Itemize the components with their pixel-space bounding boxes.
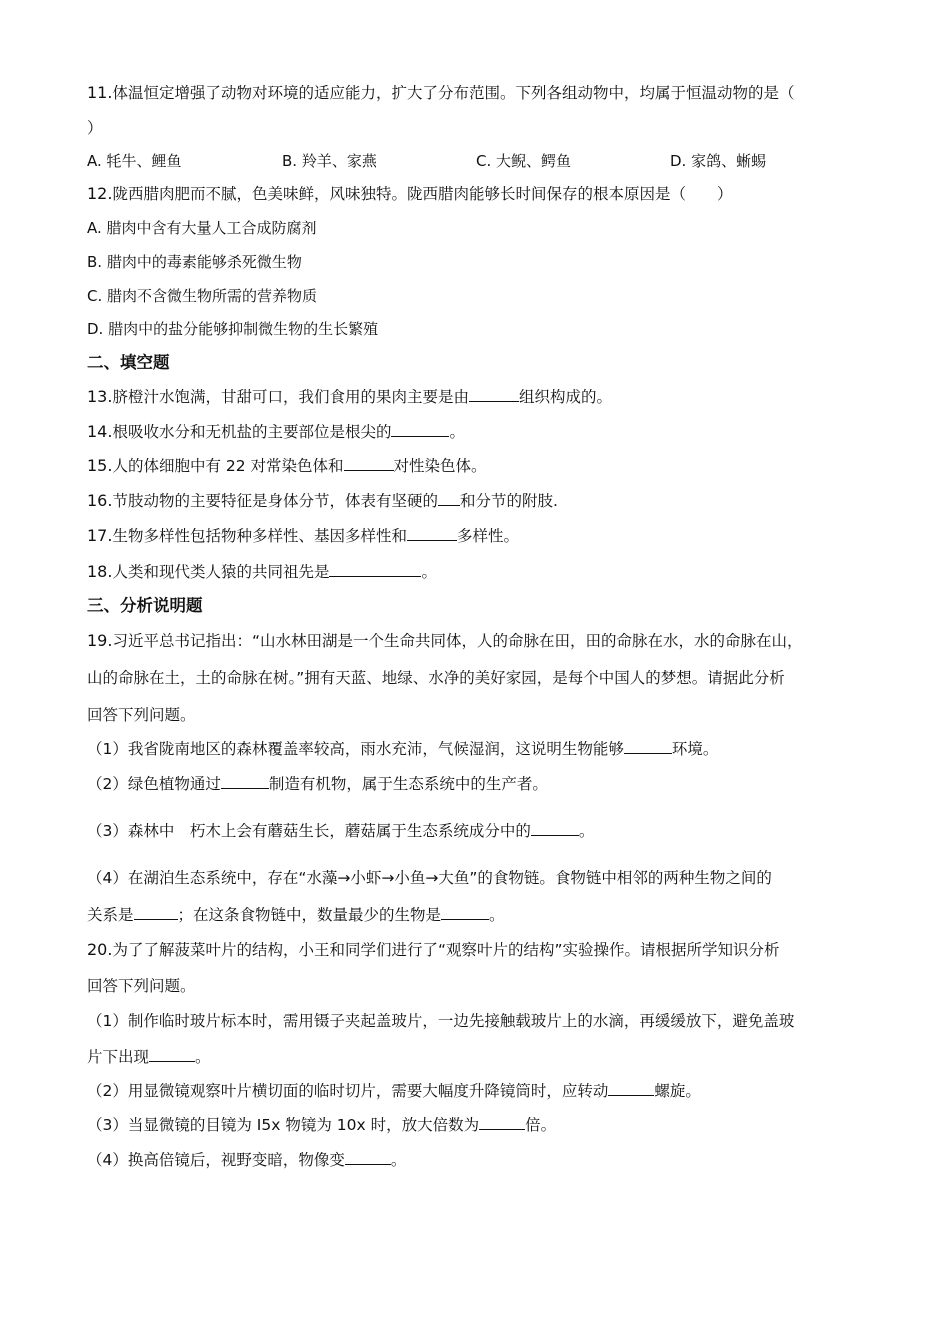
q11-stem (87, 82, 794, 104)
q18 (87, 561, 437, 583)
q20-part2-before: （2）用显微镜观察叶片横切面的临时切片，需要大幅度升降镜筒时，应转动 (87, 1082, 609, 1100)
q17 (87, 525, 519, 547)
q14-text-after: 。 (449, 423, 465, 441)
q20-part4-blank[interactable] (345, 1149, 391, 1165)
q15-answer-blank[interactable] (344, 455, 394, 471)
q15 (87, 455, 487, 477)
q20-part1-line2 (87, 1046, 211, 1068)
q19-part3-blank[interactable] (531, 820, 579, 836)
q12-stem-text: 陇西腊肉肥而不腻，色美味鲜，风味独特。陇西腊肉能够长时间保存的根本原因是（ ） (112, 185, 733, 203)
q18-answer-blank[interactable] (329, 561, 421, 577)
q19-part2 (87, 773, 548, 795)
q16-number: 16. (87, 491, 113, 510)
q17-number: 17. (87, 526, 113, 545)
q11-option-c[interactable]: C. 大鲵、鳄鱼 (476, 152, 572, 170)
q19-number: 19. (87, 631, 113, 650)
q18-text-after: 。 (421, 563, 437, 581)
q20-part3-blank[interactable] (479, 1114, 525, 1130)
q17-answer-blank[interactable] (407, 525, 457, 541)
q13-text-before: 脐橙汁水饱满，甘甜可口，我们食用的果肉主要是由 (112, 388, 469, 406)
q15-text-after: 对性染色体。 (393, 457, 487, 475)
q16-text-after: 和分节的附肢. (459, 492, 558, 510)
q14 (87, 421, 465, 443)
q12-number: 12. (87, 184, 113, 203)
q12-option-b[interactable]: B. 腊肉中的毒素能够杀死微生物 (87, 253, 302, 271)
q19-part4-blank-least[interactable] (441, 904, 489, 920)
q20-part3 (87, 1114, 556, 1136)
q19-part3-before: （3）森林中 朽木上会有蘑菇生长，蘑菇属于生态系统成分中的 (87, 822, 531, 840)
q19-part4-before: 关系是 (87, 906, 134, 924)
q20-part3-after: 倍。 (525, 1116, 557, 1134)
q19-part2-after: 制造有机物，属于生态系统中的生产者。 (268, 775, 548, 793)
q19-part4-after: 。 (489, 906, 505, 924)
section-analysis: 三、分析说明题 (87, 596, 203, 615)
q15-text-before: 人的体细胞中有 22 对常染色体和 (112, 457, 344, 475)
q19-part4-line1: （4）在湖泊生态系统中，存在“水藻→小虾→小鱼→大鱼”的食物链。食物链中相邻的两种生物之间的 (87, 869, 772, 887)
q20-part4-before: （4）换高倍镜后，视野变暗，物像变 (87, 1151, 345, 1169)
q13 (87, 386, 612, 408)
q11-number: 11. (87, 83, 113, 102)
q19-part4-blank-relation[interactable] (134, 904, 178, 920)
q20-number: 20. (87, 940, 113, 959)
q20-part1-after: 。 (195, 1048, 211, 1066)
q20-part2-after: 螺旋。 (654, 1082, 701, 1100)
q20-part1-blank[interactable] (149, 1046, 195, 1062)
q15-number: 15. (87, 456, 113, 475)
q16-answer-blank[interactable] (438, 490, 460, 506)
q19-line2: 山的命脉在土，土的命脉在树。”拥有天蓝、地绿、水净的美好家园，是每个中国人的梦想。请据此分析 (87, 669, 785, 687)
q16 (87, 490, 558, 512)
q12-option-a[interactable]: A. 腊肉中含有大量人工合成防腐剂 (87, 219, 317, 237)
q11-stem-end: ） (87, 119, 103, 137)
q19-part1 (87, 738, 718, 760)
q19-part2-before: （2）绿色植物通过 (87, 775, 221, 793)
q19-line3: 回答下列问题。 (87, 706, 196, 724)
q18-number: 18. (87, 562, 113, 581)
q20-line1 (87, 939, 780, 961)
q20-part3-before: （3）当显微镜的目镜为 I5x 物镜为 10x 时，放大倍数为 (87, 1116, 480, 1134)
q11-option-b[interactable]: B. 羚羊、家燕 (282, 152, 377, 170)
q11-option-d[interactable]: D. 家鸽、蜥蜴 (670, 152, 767, 170)
q20-part2 (87, 1080, 701, 1102)
q20-part1-line1: （1）制作临时玻片标本时，需用镊子夹起盖玻片，一边先接触载玻片上的水滴，再缓缓放下，避免盖玻 (87, 1012, 795, 1030)
q20-part1-before: 片下出现 (87, 1048, 150, 1066)
q12-option-c[interactable]: C. 腊肉不含微生物所需的营养物质 (87, 287, 318, 305)
section-fill-in-blank: 二、填空题 (87, 353, 170, 372)
q20-part4-after: 。 (390, 1151, 407, 1169)
q12-option-d[interactable]: D. 腊肉中的盐分能够抑制微生物的生长繁殖 (87, 320, 379, 338)
q14-answer-blank[interactable] (391, 421, 449, 437)
q18-text-before: 人类和现代类人猿的共同祖先是 (112, 563, 330, 581)
q20-line2: 回答下列问题。 (87, 977, 196, 995)
q19-part4-line2 (87, 904, 505, 926)
q13-number: 13. (87, 387, 113, 406)
q19-part4-mid: ；在这条食物链中，数量最少的生物是 (177, 906, 442, 924)
q12-stem (87, 183, 732, 205)
q19-part3 (87, 820, 594, 842)
q14-text-before: 根吸收水分和无机盐的主要部位是根尖的 (112, 423, 392, 441)
q19-line1 (87, 630, 803, 652)
q19-part3-after: 。 (578, 822, 595, 840)
q14-number: 14. (87, 422, 113, 441)
q13-text-after: 组织构成的。 (518, 388, 612, 406)
q19-part1-before: （1）我省陇南地区的森林覆盖率较高，雨水充沛，气候湿润，这说明生物能够 (87, 740, 624, 758)
q20-part2-blank[interactable] (608, 1080, 654, 1096)
q13-answer-blank[interactable] (469, 386, 519, 402)
q11-stem-text: 体温恒定增强了动物对环境的适应能力，扩大了分布范围。下列各组动物中，均属于恒温动物的是（ (112, 84, 795, 102)
q16-text-before: 节肢动物的主要特征是身体分节，体表有坚硬的 (112, 492, 438, 510)
q19-line1-text: 习近平总书记指出：“山水林田湖是一个生命共同体，人的命脉在田，田的命脉在水，水的命脉在山， (112, 632, 803, 650)
q11-option-a[interactable]: A. 牦牛、鲤鱼 (87, 152, 182, 170)
q20-line1-text: 为了了解菠菜叶片的结构，小王和同学们进行了“观察叶片的结构”实验操作。请根据所学知识分析 (112, 941, 780, 959)
q17-text-before: 生物多样性包括物种多样性、基因多样性和 (112, 527, 407, 545)
q19-part2-blank[interactable] (221, 773, 269, 789)
q19-part1-after: 环境。 (671, 740, 719, 758)
q17-text-after: 多样性。 (456, 527, 519, 545)
q20-part4 (87, 1149, 406, 1171)
q19-part1-blank[interactable] (624, 738, 672, 754)
